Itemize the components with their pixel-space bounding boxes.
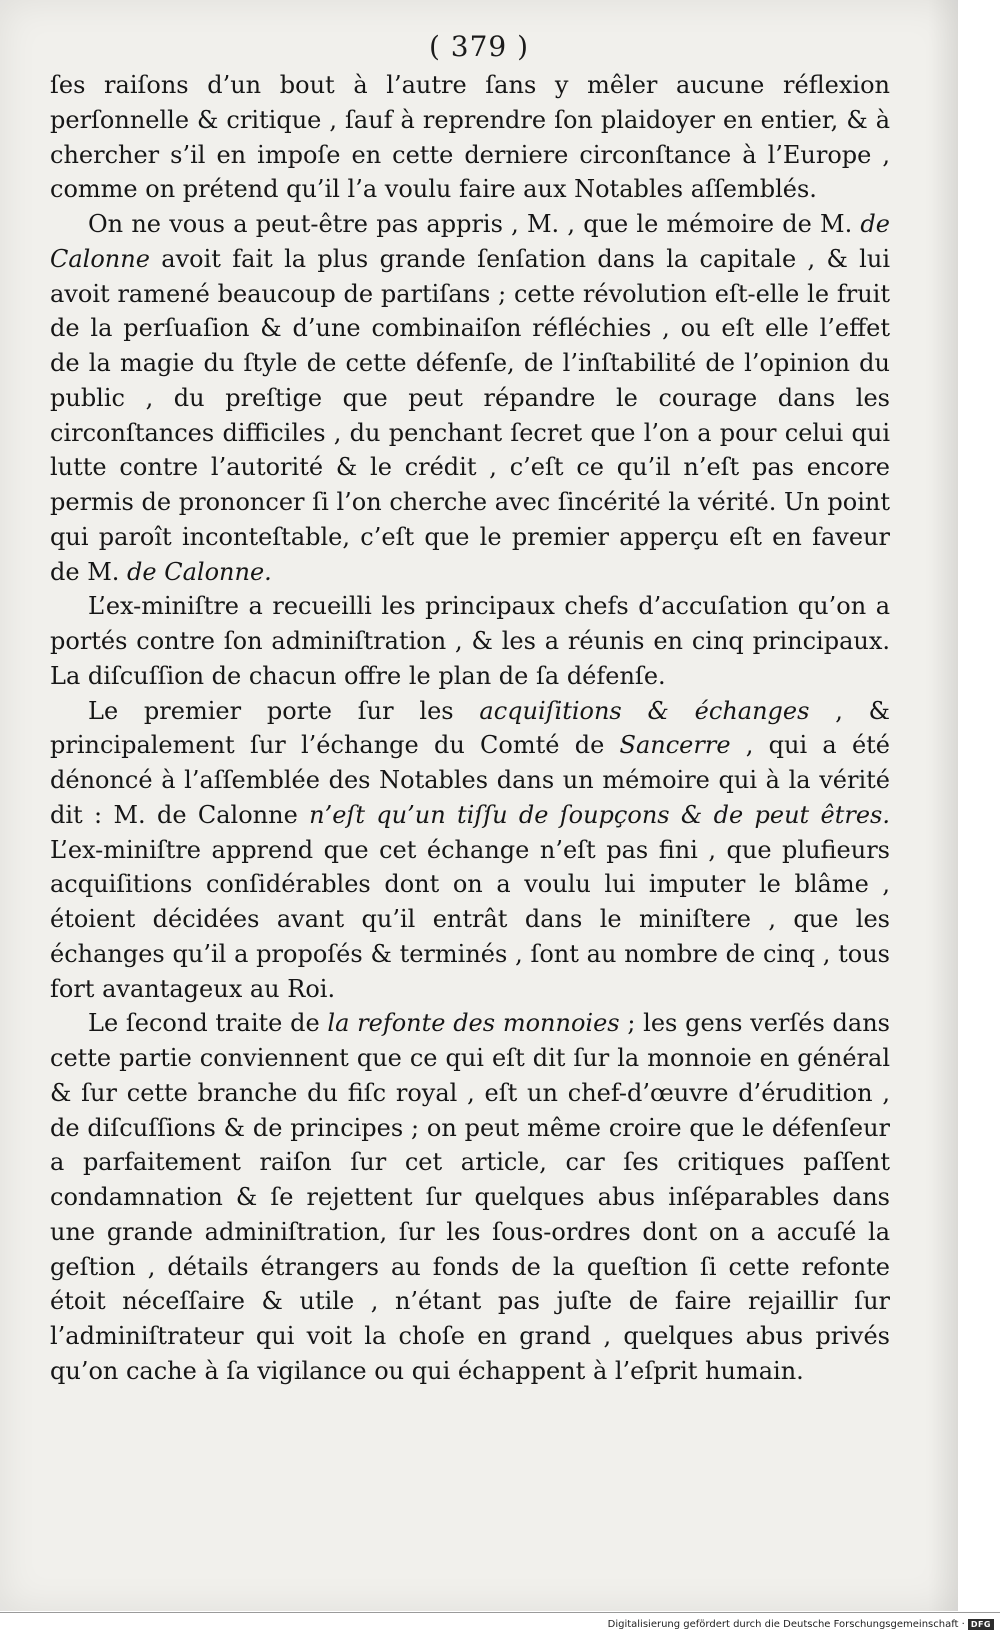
paragraph (50, 694, 890, 1007)
italic-text: de Calonne. (127, 557, 272, 586)
body-text (50, 68, 890, 1389)
paragraph-text: , qui a été dénoncé à l’aſſemblée des Notables dans un mémoire qui à la vérité dit : M. de Calonne (50, 731, 890, 829)
italic-text: la refonte des monnoies (327, 1009, 620, 1038)
paragraph-text: On ne vous a peut-être pas appris , M. , que le mémoire de M. (88, 210, 861, 238)
footer-divider (0, 1612, 1000, 1613)
italic-text: Sancerre (619, 731, 731, 760)
paragraph (50, 1006, 890, 1388)
page-number: ( 379 ) (428, 30, 530, 63)
paragraph-text: L’ex-miniſtre a recueilli les principaux chefs d’accuſation qu’on a portés contre ſon adminiſtration , & les a réunis en cinq principaux. La diſcuſſion de chacun offre le plan de ſa défenſe. (50, 592, 890, 690)
footer-credit (608, 1619, 994, 1630)
paragraph (50, 68, 890, 207)
binding-shadow (928, 0, 958, 1611)
paragraph-text: , & principalement ſur l’échange du Comté de (50, 696, 891, 760)
dfg-logo: DFG (968, 1619, 994, 1630)
paragraph-text: avoit fait la plus grande ſenſation dans la capitale , & lui avoit ramené beaucoup de partiſans ; cette révolution eſt-elle le fruit de la perſuaſion & d’une combinaiſon réfléchies , ou eſt elle l’effet de la magie du ſtyle de cette défenſe, de l’inſtabilité de l’opinion du public , du preſtige que peut répandre le courage dans les circonſtances difficiles , du penchant ſecret que l’on a pour celui qui lutte contre l’autorité & le crédit , c’eſt ce qu’il n’eſt pas encore permis de prononcer ſi l’on cherche avec ſincérité la vérité. Un point qui paroît inconteſtable, c’eſt que le premier apperçu eſt en faveur de M. (50, 244, 890, 586)
paragraph-text: Le ſecond traite de (88, 1009, 328, 1038)
paragraph-text: Le premier porte ſur les (88, 696, 480, 725)
italic-text: acquiſitions & échanges (479, 696, 810, 725)
paragraph (50, 589, 890, 693)
paragraph-text: L’ex-miniſtre apprend que cet échange n’eſt pas fini , que plufieurs acquiſitions conſidérables dont on a voulu lui imputer le blâme , étoient décidées avant qu’il entrât dans le miniſtere , que les échanges qu’il a propoſés & terminés , ſont au nombre de cinq , tous fort avantageux au Roi. (50, 835, 890, 1003)
italic-text: de Calonne (50, 210, 890, 273)
paragraph-text: ſes raiſons d’un bout à l’autre ſans y mêler aucune réflexion perſonnelle & critique , ſauf à reprendre ſon plaidoyer en entier, & à chercher s’il en impoſe en cette derniere circonſtance à l’Europe , comme on prétend qu’il l’a voulu faire aux Notables aſſemblés. (50, 71, 890, 204)
italic-text: n’eſt qu’un tiſſu de ſoupçons & de peut êtres. (309, 800, 890, 829)
paragraph (50, 207, 890, 589)
paragraph-text: ; les gens verſés dans cette partie conviennent que ce qui eſt dit ſur la monnoie en général & ſur cette branche du fiſc royal , eſt un chef-d’œuvre d’érudition , de diſcuſſions & de principes ; on peut même croire que le défenſeur a parfaitement raiſon ſur cet article, car ſes critiques paſſent condamnation & ſe rejettent ſur quelques abus inſéparables dans une grande adminiſtration, ſur les ſous-ordres dont on a accuſé la geſtion , détails étrangers au fonds de la queſtion ſi cette refonte étoit néceſſaire & utile , n’étant pas juſte de faire rejaillir ſur l’adminiſtrateur qui voit la choſe en grand , quelques abus privés qu’on cache à ſa vigilance ou qui échappent à l’eſprit humain. (50, 1009, 890, 1385)
footer-credit-text: Digitalisierung gefördert durch die Deutsche Forschungsgemeinschaft · (607, 1619, 965, 1630)
